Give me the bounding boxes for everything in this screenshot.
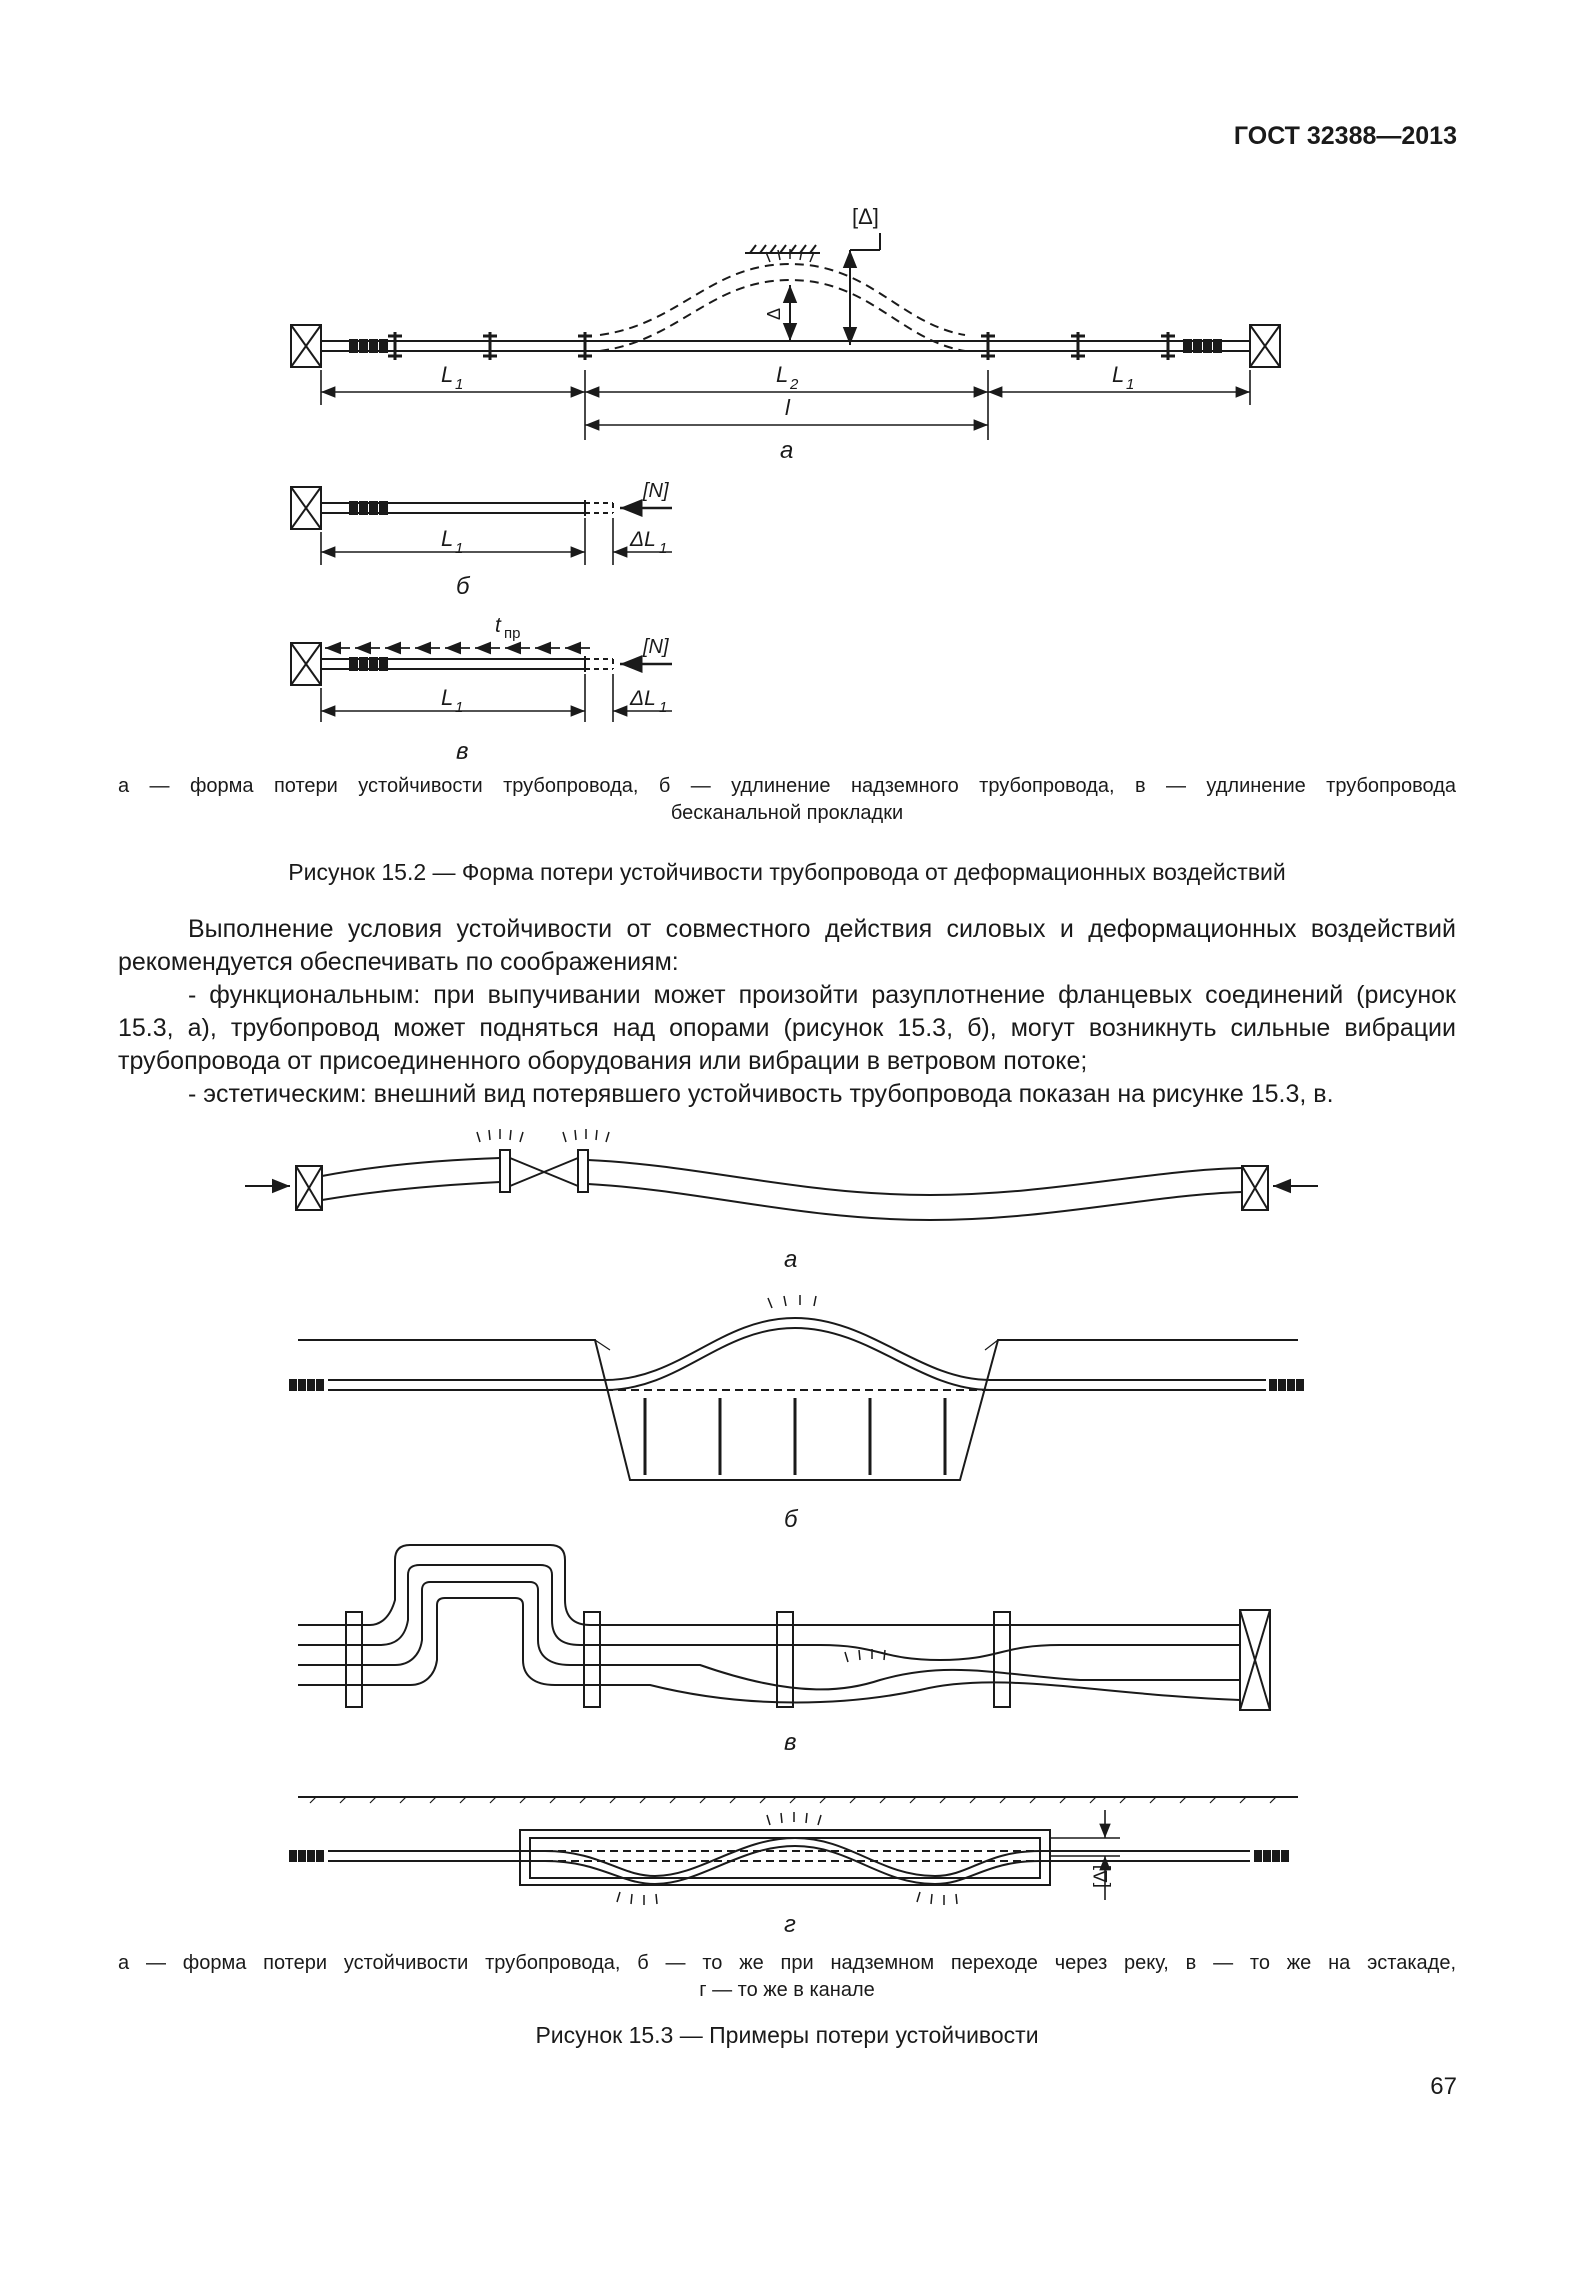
fig-a-buckled-shape — [600, 264, 965, 351]
body-paragraph-3: - эстетическим: внешний вид потерявшего устойчивость трубопровода показан на рисунке 15.3, в. — [188, 1080, 1334, 1108]
fig-a-L2-label: L — [776, 362, 789, 387]
fig-a-supports — [388, 332, 1175, 360]
fig3-g-allowable-deflection-label: [Δ] — [1091, 1864, 1112, 1888]
fig-b-force-label: [N] — [643, 480, 669, 502]
fig3-a-valve — [500, 1150, 588, 1192]
fig-b-anchor — [291, 487, 321, 529]
fig3-b-vibration-icon — [768, 1295, 816, 1308]
fig-v-dL1-label: ΔL — [630, 687, 656, 710]
fig-a-L1-left-sub: 1 — [455, 376, 464, 393]
fig-v-dimension-lines — [321, 674, 672, 722]
body-paragraph-1: Выполнение условия устойчивости от совместного действия силовых и деформационных воздействий рекомендуется обеспечивать по соображениям: — [118, 915, 1456, 976]
fig3-b-supports — [645, 1398, 945, 1475]
fig3-v-pipes — [298, 1545, 1240, 1703]
fig3-a-sublabel: а — [784, 1246, 798, 1273]
figure-15-3-key-line-2: г — то же в канале — [699, 1979, 875, 2001]
standard-header: ГОСТ 32388—2013 — [1233, 122, 1457, 150]
fig3-g-compensators — [290, 1851, 1288, 1861]
fig3-b-ground — [298, 1340, 1298, 1480]
fig-v-sublabel: в — [456, 738, 469, 765]
fig-a-L1-left-label: L — [441, 362, 454, 387]
fig-a-allowable-deflection-label: [Δ] — [852, 204, 879, 229]
fig3-v-anchor — [1240, 1610, 1270, 1710]
fig-v-anchor — [291, 643, 321, 685]
fig3-g-vibration-icons — [617, 1812, 957, 1905]
fig-v-dL1-sub: 1 — [659, 699, 668, 716]
figure-15-3-title: Рисунок 15.3 — Примеры потери устойчивости — [535, 2022, 1039, 2048]
fig3-a-pipe — [322, 1158, 1242, 1220]
page-number: 67 — [1430, 2073, 1457, 2100]
fig3-b-sublabel: б — [784, 1506, 798, 1533]
fig-a-l-label: l — [785, 395, 790, 420]
fig-v-L1-sub: 1 — [455, 699, 464, 716]
fig-v-force-label: [N] — [643, 636, 669, 658]
fig3-a-vibration-icons — [477, 1129, 609, 1142]
fig-a-L1-right-label: L — [1112, 362, 1125, 387]
fig3-a-anchor-left — [296, 1166, 322, 1210]
fig-b-dimension-lines — [321, 518, 672, 565]
fig-a-vibration-icon — [766, 249, 814, 262]
fig3-g-sublabel: г — [784, 1911, 796, 1938]
fig-a-obstacle-hatch — [745, 245, 820, 253]
figure-15-2-key — [118, 773, 1456, 827]
fig-b-dL1-label: ΔL — [630, 528, 656, 551]
figure-15-3-key-line-1: а — форма потери устойчивости трубопровода, б — то же при надземном переходе через реку, в — то же на эстакаде, — [118, 1952, 1456, 1974]
fig-b-sublabel: б — [456, 573, 470, 600]
fig-b-L1-label: L — [441, 526, 454, 551]
figure-15-3-key — [118, 1950, 1456, 2004]
fig3-b-compensators — [290, 1380, 1303, 1390]
fig3-v-vibration-icon — [845, 1649, 885, 1662]
fig3-b-pipe — [328, 1318, 1266, 1390]
fig-a-L1-right-sub: 1 — [1126, 376, 1135, 393]
fig-a-deflection-label: Δ — [764, 307, 784, 320]
figure-15-2-key-line-1: а — форма потери устойчивости трубопровода, б — удлинение надземного трубопровода, в — удлинение трубопровода — [118, 775, 1456, 797]
figure-15-2-drawing — [0, 190, 1575, 770]
figure-15-2-key-line-2: бесканальной прокладки — [670, 802, 904, 824]
fig-a-anchor-left — [291, 325, 321, 367]
fig3-a-anchor-right — [1242, 1166, 1268, 1210]
fig-b-dL1-sub: 1 — [659, 540, 668, 557]
fig-a-anchor-right — [1250, 325, 1280, 367]
fig-a-pipe — [321, 341, 1250, 351]
fig3-g-ground — [298, 1797, 1298, 1803]
fig-a-sublabel: а — [780, 437, 794, 464]
fig-v-L1-label: L — [441, 685, 454, 710]
fig3-v-sublabel: в — [784, 1729, 797, 1756]
fig-v-friction-sub: пр — [504, 625, 521, 642]
fig-a-L2-sub: 2 — [790, 376, 799, 393]
fig-v-friction-label: t — [495, 614, 501, 637]
figure-15-3-drawing — [0, 1120, 1575, 1950]
figure-15-2-title: Рисунок 15.2 — Форма потери устойчивости трубопровода от деформационных воздействий — [288, 859, 1286, 885]
body-paragraph-2: - функциональным: при выпучивании может произойти разуплотнение фланцевых соединений (рисунок 15.3, а), трубопровод может подняться над опорами (рисунок 15.3, б), могут возникнуть сильные вибрации трубопровода от присоединенного оборудования или вибрации в ветровом потоке; — [118, 981, 1456, 1075]
fig-b-L1-sub: 1 — [455, 540, 464, 557]
